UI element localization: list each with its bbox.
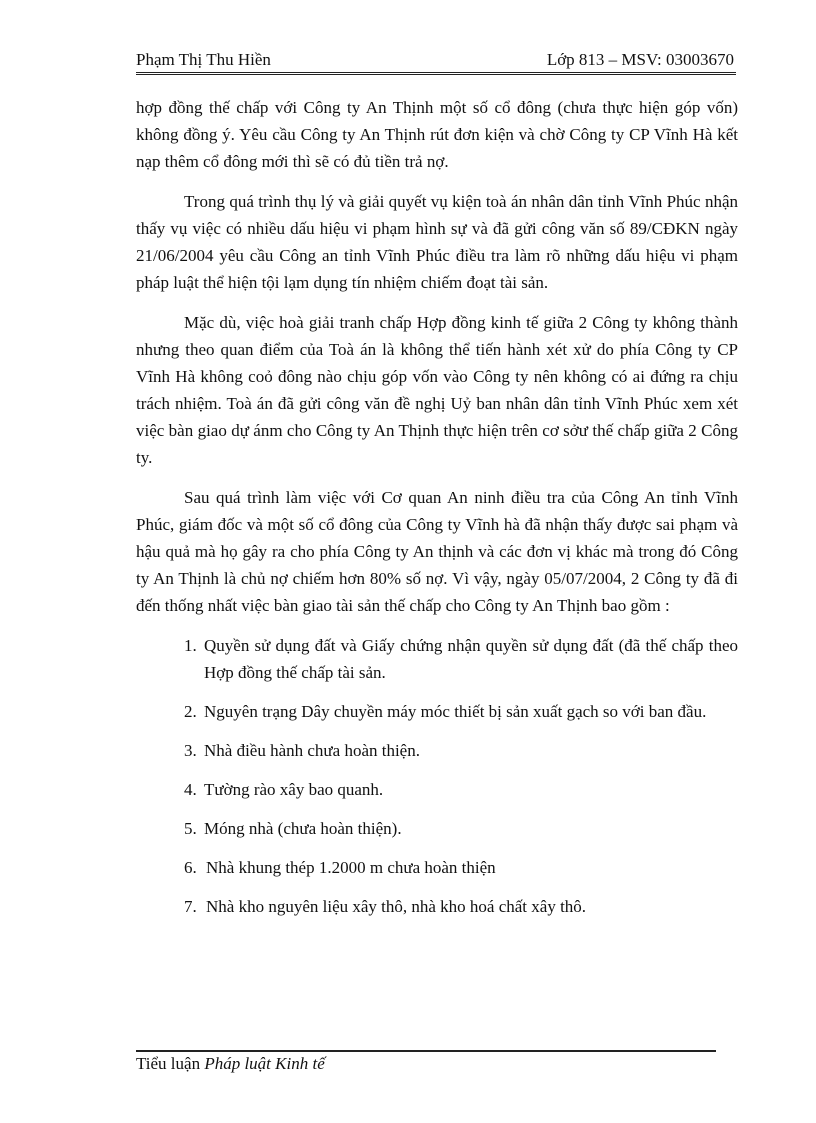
list-item-text: Nhà kho nguyên liệu xây thô, nhà kho hoá chất xây thô. (206, 897, 587, 916)
list-item (136, 776, 738, 803)
list-item-text: Nhà khung thép 1.2000 m chưa hoàn thiện (206, 858, 496, 877)
paragraph-4: Sau quá trình làm việc với Cơ quan An ninh điều tra của Công An tỉnh Vĩnh Phúc, giám đốc và một số cổ đông của Công ty Vĩnh hà đã nhận thấy được sai phạm và hậu quả mà họ gây ra cho phía Công ty An thịnh và các đơn vị khác mà trong đó Công ty An Thịnh là chủ nợ chiếm hơn 80% số nợ. Vì vậy, ngày 05/07/2004, 2 Công ty đã đi đến thống nhất việc bàn giao tài sản thế chấp cho Công ty An Thịnh bao gồm : (136, 488, 738, 615)
list-item-text: Tường rào xây bao quanh. (204, 780, 384, 799)
footer-divider (136, 1050, 716, 1052)
list-item-number: 1. (184, 636, 197, 655)
list-item-number: 3. (184, 741, 197, 760)
list-item (136, 815, 738, 842)
list-item-text: Nhà điều hành chưa hoàn thiện. (204, 741, 420, 760)
class-info: Lớp 813 – MSV: 03003670 (546, 50, 734, 69)
paragraph-2: Trong quá trình thụ lý và giải quyết vụ kiện toà án nhân dân tỉnh Vĩnh Phúc nhận thấy vụ việc có nhiều dấu hiệu vi phạm hình sự và đã gửi công văn số 89/CĐKN ngày 21/06/2004 yêu cầu Công an tỉnh Vĩnh Phúc điều tra làm rõ những dấu hiệu vi phạm pháp luật thể hiện tội lạm dụng tín nhiệm chiếm đoạt tài sản. (136, 192, 738, 292)
list-item (136, 698, 738, 725)
page-footer (136, 1054, 325, 1074)
list-item-number: 2. (184, 702, 197, 721)
asset-list (136, 632, 738, 920)
list-item-number: 6. (184, 858, 197, 877)
list-item-text: Móng nhà (chưa hoàn thiện). (204, 819, 402, 838)
list-item-text: Quyền sử dụng đất và Giấy chứng nhận quyền sử dụng đất (đã thế chấp theo Hợp đồng thế chấp tài sản. (204, 636, 738, 682)
list-item (136, 893, 738, 920)
list-item-number: 4. (184, 780, 197, 799)
list-item (136, 632, 738, 686)
page-header (136, 48, 736, 75)
list-item-number: 5. (184, 819, 197, 838)
list-item (136, 854, 738, 881)
document-body (136, 94, 738, 932)
paragraph-1: hợp đồng thế chấp với Công ty An Thịnh một số cổ đông (chưa thực hiện góp vốn) không đồng ý. Yêu cầu Công ty An Thịnh rút đơn kiện và chờ Công ty CP Vĩnh Hà kết nạp thêm cổ đông mới thì sẽ có đủ tiền trả nợ. (136, 98, 738, 171)
list-item-number: 7. (184, 897, 197, 916)
author-name: Phạm Thị Thu Hiền (136, 50, 271, 69)
footer-subject: Pháp luật Kinh tế (204, 1054, 325, 1073)
paragraph-3: Mặc dù, việc hoà giải tranh chấp Hợp đồng kinh tế giữa 2 Công ty không thành nhưng theo quan điểm của Toà án là không thể tiến hành xét xử do phía Công ty CP Vĩnh Hà không coỏ đông nào chịu góp vốn vào Công ty nên không có ai đứng ra chịu trách nhiệm. Toà án đã gửi công văn đề nghị Uỷ ban nhân dân tỉnh Vĩnh Phúc xem xét việc bàn giao dự ánm cho Công ty An Thịnh thực hiện trên cơ sởư thế chấp giữa 2 Công ty. (136, 313, 738, 467)
list-item-text: Nguyên trạng Dây chuyền máy móc thiết bị sản xuất gạch so với ban đầu. (204, 702, 707, 721)
footer-prefix: Tiểu luận (136, 1054, 201, 1073)
list-item (136, 737, 738, 764)
